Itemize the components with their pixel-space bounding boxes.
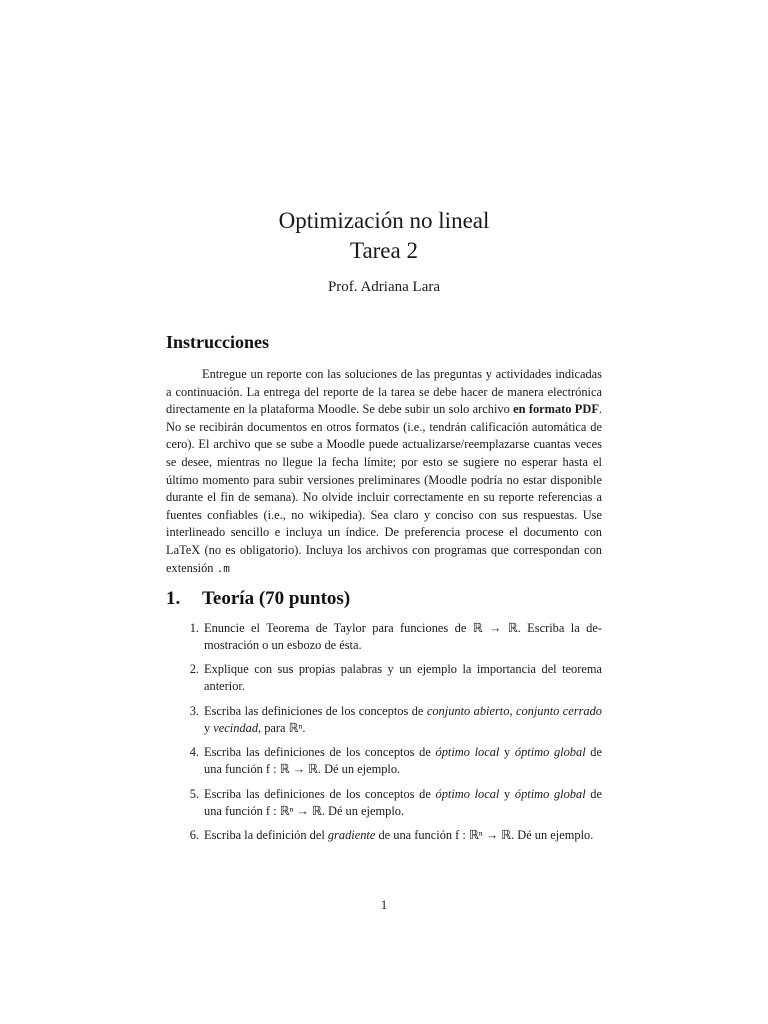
document-subtitle: Tarea 2 [350,238,418,263]
list-item-text [199,827,602,844]
list-item-number: 2. [189,662,199,677]
text-run: Escriba las definiciones de los conceptos de [204,703,427,718]
emphasized-term: conjunto abierto, conjunto cerrado [426,703,602,718]
text-run: de una función f : ℝ → ℝ. Dé un ejemplo. [204,745,602,777]
instructions-text-2: . No se recibirán documentos en otros formatos (i.e., tendrán calificación automática de cero). El archivo que se sube a Moodle puede actualizarse/reemplazarse cuantas veces se desee, mientras no llegue la fecha límite; por esto se sugiere no esperar hasta el último momento para subir versiones preliminares (Moodle podría no estar disponible durante el fin de semana). No olvide incluir correctamente en su reporte referencias a fuentes confiables (i.e., no wikipedia). Sea claro y conciso con sus respuestas. Use interlineado sencillo e incluya un índice. De preferencia procese el documento con LaTeX (no es obligatorio). Incluya los archivos con programas que correspondan con extensión [166,402,602,575]
text-run: Enuncie el Teorema de Taylor para funciones de ℝ → ℝ. Escriba la demostración o un esbozo de ésta. [204,621,602,652]
list-item-text [199,620,602,654]
instructions-bold-pdf: en formato PDF [513,402,599,417]
list-item-number: 4. [189,745,199,760]
instructions-paragraph [166,366,602,577]
theory-section-heading [166,588,350,610]
file-extension: .m [216,561,230,575]
section-number: 1. [166,588,181,609]
text-run: Escriba las definiciones de los conceptos de [204,786,436,801]
list-item [166,620,602,654]
author-line: Prof. Adriana Lara [327,279,441,295]
text-run: y [204,720,214,735]
instructions-text-1: Entregue un reporte con las soluciones de las preguntas y actividades indicadas a continuación. La entrega del reporte de la tarea se debe hacer de manera electrónica directamente en la plataforma Moodle. Se debe subir un solo archivo [166,367,602,417]
list-item-number: 5. [189,786,199,801]
emphasized-term: óptimo global [514,786,586,801]
instructions-heading: Instrucciones [166,332,269,352]
text-run: Explique con sus propias palabras y un ejemplo la importancia del teorema anterior. [204,662,602,694]
title-block [0,206,768,266]
list-item-number: 3. [189,703,199,718]
list-item-number: 1. [189,621,199,635]
question-list [166,620,602,851]
text-run: para ℝⁿ. [261,720,306,735]
list-item [166,703,602,737]
page-number: 1 [380,897,388,912]
text-run: de una función f : ℝⁿ → ℝ. Dé un ejemplo. [204,786,602,818]
emphasized-term: óptimo local [435,745,500,760]
list-item [166,827,602,844]
text-run: y [499,745,515,760]
emphasized-term: gradiente [327,827,376,842]
text-run: Escriba las definiciones de los conceptos de [204,745,436,760]
list-item [166,744,602,778]
section-title: Teoría (70 puntos) [202,588,351,609]
list-item [166,661,602,695]
list-item-text [199,661,602,695]
document-title: Optimización no lineal [278,208,490,233]
list-item-text [199,786,602,820]
emphasized-term: óptimo global [514,745,586,760]
text-run: Escriba la definición del [204,827,328,842]
text-run: y [499,786,515,801]
list-item-number: 6. [189,827,199,842]
text-run: de una función f : ℝⁿ → ℝ. Dé un ejemplo. [375,827,594,842]
list-item [166,786,602,820]
emphasized-term: vecindad, [213,720,262,735]
list-item-text [199,703,602,737]
list-item-text [199,744,602,778]
emphasized-term: óptimo local [435,786,500,801]
